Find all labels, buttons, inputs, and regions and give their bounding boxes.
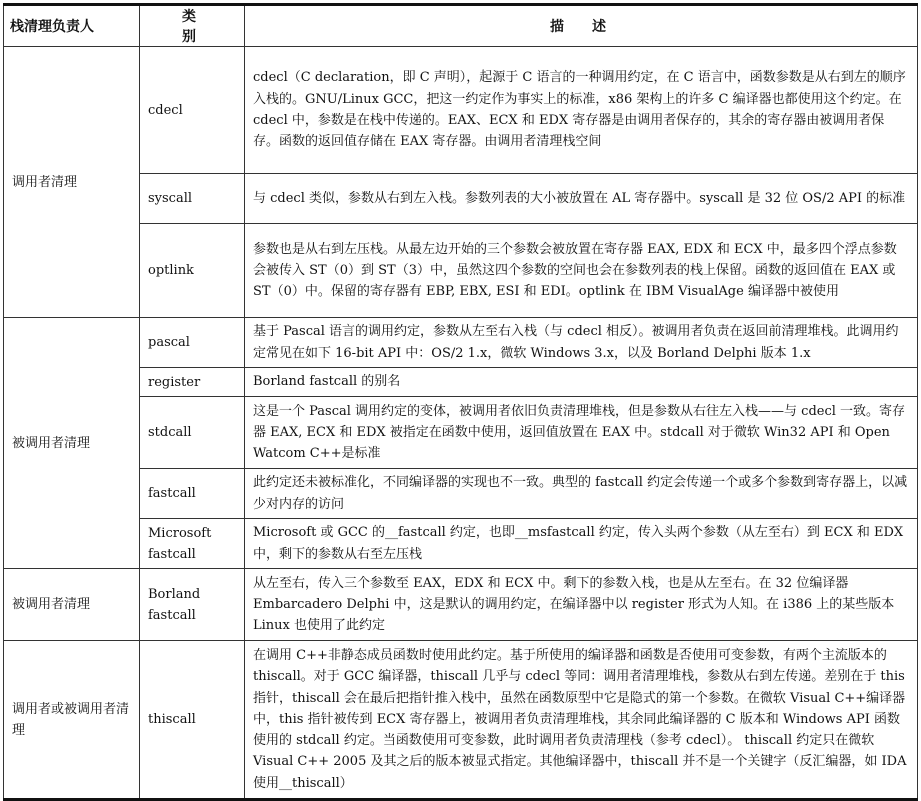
calling-convention-table <box>3 3 918 801</box>
description-cell: 这是一个 Pascal 调用约定的变体，被调用者依旧负责清理堆栈，但是参数从右往左入栈——与 cdecl 一致。寄存器 EAX, ECX 和 EDX 被指定在函数中使用，返回值放置在 EAX 中。stdcall 对于微软 Win32 API 和 Open Watcom C++是标准 <box>245 397 918 469</box>
category-cell: stdcall <box>140 397 245 469</box>
description-cell: 基于 Pascal 语言的调用约定，参数从左至右入栈（与 cdecl 相反）。被调用者负责在返回前清理堆栈。此调用约定常见在如下 16-bit API 中：OS/2 1.x，微软 Windows 3.x，以及 Borland Delphi 版本 1.x <box>245 318 918 368</box>
description-cell: 此约定还未被标准化，不同编译器的实现也不一致。典型的 fastcall 约定会传递一个或多个参数到寄存器上，以减少对内存的访问 <box>245 469 918 519</box>
category-cell: Microsoft fastcall <box>140 519 245 569</box>
responsible-cell: 被调用者清理 <box>4 569 140 641</box>
description-cell: Borland fastcall 的别名 <box>245 368 918 397</box>
header-responsible: 栈清理负责人 <box>4 5 140 47</box>
category-cell: fastcall <box>140 469 245 519</box>
description-cell: 在调用 C++非静态成员函数时使用此约定。基于所使用的编译器和函数是否使用可变参数，有两个主流版本的 thiscall。对于 GCC 编译器，thiscall 几乎与 cdecl 等同：调用者清理堆栈，参数从右到左传递。差别在于 this 指针，thiscall 会在最后把指针推入栈中，虽然在函数原型中它是隐式的第一个参数。在微软 Visual C++编译器中，this 指针被传到 ECX 寄存器上，被调用者负责清理堆栈，其余同此编译器的 C 版本和 Windows API 函数使用的 stdcall 约定。当函数使用可变参数，此时调用者负责清理栈（参考 cdecl）。 thiscall 约定只在微软 Visual C++ 2005 及其之后的版本被显式指定。其他编译器中，thiscall 并不是一个关键字（反汇编器，如 IDA 使用__thiscall） <box>245 641 918 800</box>
category-cell: pascal <box>140 318 245 368</box>
description-cell: 从左至右，传入三个参数至 EAX，EDX 和 ECX 中。剩下的参数入栈，也是从左至右。在 32 位编译器 Embarcadero Delphi 中，这是默认的调用约定，在编译器中以 register 形式为人知。在 i386 上的某些版本 Linux 也使用了此约定 <box>245 569 918 641</box>
category-cell: optlink <box>140 224 245 318</box>
category-cell: thiscall <box>140 641 245 800</box>
description-cell: 与 cdecl 类似，参数从右到左入栈。参数列表的大小被放置在 AL 寄存器中。syscall 是 32 位 OS/2 API 的标准 <box>245 174 918 224</box>
description-cell: 参数也是从右到左压栈。从最左边开始的三个参数会被放置在寄存器 EAX, EDX 和 ECX 中，最多四个浮点参数会被传入 ST（0）到 ST（3）中，虽然这四个参数的空间也会在参数列表的栈上保留。函数的返回值在 EAX 或 ST（0）中。保留的寄存器有 EBP, EBX, ESI 和 EDI。optlink 在 IBM VisualAge 编译器中被使用 <box>245 224 918 318</box>
responsible-cell: 调用者或被调用者清理 <box>4 641 140 800</box>
responsible-cell: 被调用者清理 <box>4 318 140 569</box>
table-row <box>4 174 918 224</box>
table-row <box>4 397 918 469</box>
header-row <box>4 5 918 47</box>
table-row <box>4 47 918 174</box>
table-row <box>4 318 918 368</box>
header-category: 类别 <box>140 5 245 47</box>
table-row <box>4 224 918 318</box>
table-row <box>4 469 918 519</box>
description-cell: Microsoft 或 GCC 的__fastcall 约定，也即__msfastcall 约定，传入头两个参数（从左至右）到 ECX 和 EDX 中，剩下的参数从右至左压栈 <box>245 519 918 569</box>
responsible-cell: 调用者清理 <box>4 47 140 318</box>
table-row <box>4 368 918 397</box>
table-row <box>4 519 918 569</box>
header-description: 描述 <box>245 5 918 47</box>
category-cell: register <box>140 368 245 397</box>
category-cell: Borland fastcall <box>140 569 245 641</box>
table-row <box>4 641 918 800</box>
category-cell: syscall <box>140 174 245 224</box>
description-cell: cdecl（C declaration，即 C 声明），起源于 C 语言的一种调用约定，在 C 语言中，函数参数是从右到左的顺序入栈的。GNU/Linux GCC，把这一约定作为事实上的标准，x86 架构上的许多 C 编译器也都使用这个约定。在 cdecl 中，参数是在栈中传递的。EAX、ECX 和 EDX 寄存器是由调用者保存的，其余的寄存器由被调用者保存。函数的返回值存储在 EAX 寄存器。由调用者清理栈空间 <box>245 47 918 174</box>
table-row <box>4 569 918 641</box>
category-cell: cdecl <box>140 47 245 174</box>
